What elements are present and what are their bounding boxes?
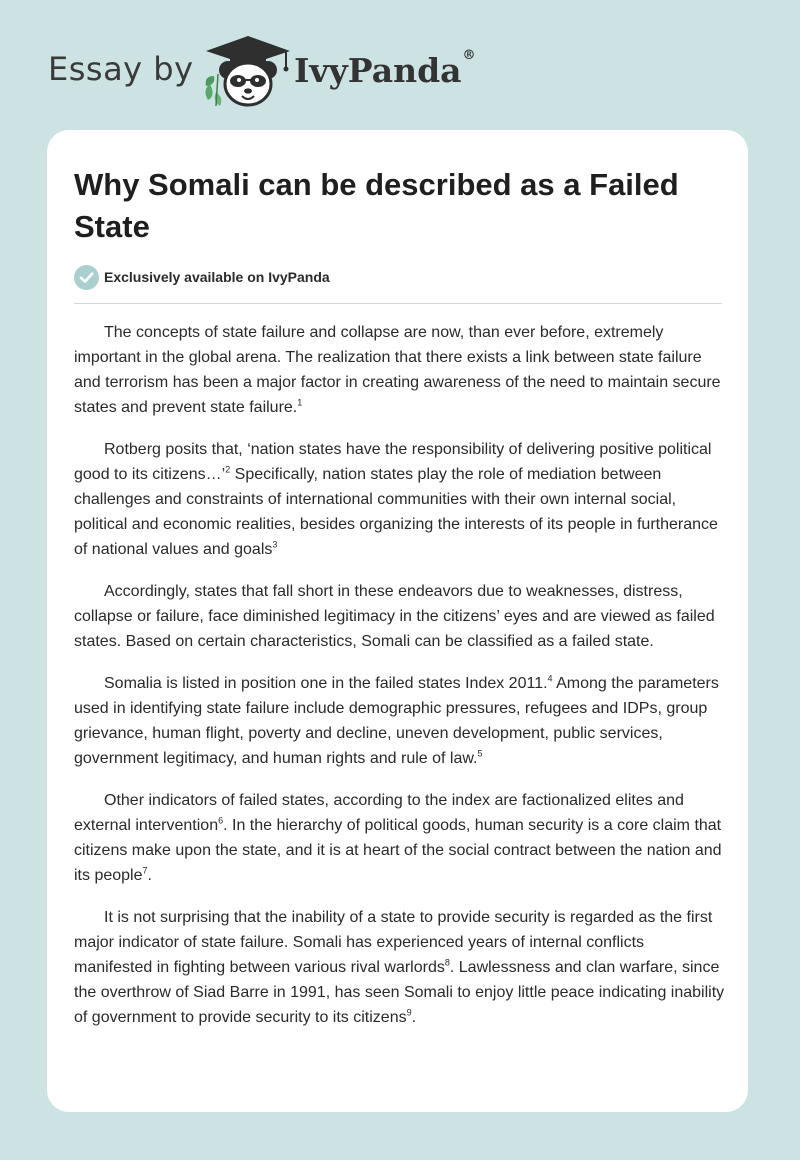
essay-paragraph (74, 671, 726, 771)
footnote-reference[interactable]: 6 (218, 815, 224, 826)
paragraph-text: Rotberg posits that, ‘nation states have the responsibility of delivering positive political good to its citizens…’ (74, 441, 712, 483)
essay-title: Why Somali can be described as a Failed State (74, 167, 679, 244)
essay-paragraph (74, 579, 726, 654)
exclusive-badge (74, 264, 330, 290)
ivypanda-brand-name[interactable] (294, 48, 476, 90)
paragraph-text: . In the hierarchy of political goods, human security is a core claim that citizens make upon the state, and it is at heart of the social contract between the nation and its people (74, 817, 722, 884)
footnote-reference[interactable]: 2 (225, 464, 231, 475)
paragraph-text: Specifically, nation states play the role of mediation between challenges and constraints of international communities with their own internal social, political and economic realities, besides organizing the interests of its people in furtherance of national values and goals (74, 466, 718, 558)
footnote-reference[interactable]: 7 (142, 865, 148, 876)
essay-paragraph (74, 437, 726, 562)
essay-paragraph (74, 320, 726, 420)
essay-paragraph (74, 905, 726, 1030)
brand-name-text: IvyPanda (294, 51, 462, 90)
footnote-reference[interactable]: 4 (547, 673, 553, 684)
paragraph-text: Accordingly, states that fall short in these endeavors due to weaknesses, distress, collapse or failure, face diminished legitimacy in the citizens’ eyes and are viewed as failed states. Based on certain characteristics, Somali can be classified as a failed state. (74, 583, 715, 650)
footnote-reference[interactable]: 5 (477, 748, 483, 759)
exclusive-badge-label: Exclusively available on IvyPanda (104, 269, 330, 285)
title-divider (74, 303, 722, 304)
footnote-reference[interactable]: 9 (406, 1007, 412, 1018)
paragraph-text: Among the parameters used in identifying state failure include demographic pressures, refugees and IDPs, group grievance, human flight, poverty and decline, uneven development, public services, government legitimacy, and human rights and rule of law. (74, 675, 719, 767)
footnote-reference[interactable]: 1 (297, 397, 303, 408)
essay-card (47, 130, 748, 1112)
footnote-reference[interactable]: 3 (272, 539, 278, 550)
panda-graduate-logo-icon[interactable] (200, 34, 296, 110)
essay-by-label: Essay by (48, 50, 194, 88)
paragraph-text: . (147, 867, 152, 884)
paragraph-text: Other indicators of failed states, according to the index are factionalized elites and external intervention (74, 792, 684, 834)
paragraph-text: It is not surprising that the inability of a state to provide security is regarded as the first major indicator of state failure. Somali has experienced years of internal conflicts manifested in fighting between various rival warlords (74, 909, 713, 976)
paragraph-text: . Lawlessness and clan warfare, since the overthrow of Siad Barre in 1991, has seen Somali to enjoy little peace indicating inability of government to provide security to its citizens (74, 959, 725, 1026)
paragraph-text: Somalia is listed in position one in the failed states Index 2011. (104, 675, 548, 692)
paragraph-text: . (411, 1009, 417, 1026)
site-header (48, 30, 528, 110)
essay-body (74, 320, 726, 1047)
essay-paragraph (74, 788, 726, 888)
paragraph-text: The concepts of state failure and collapse are now, than ever before, extremely important in the global arena. The realization that there exists a link between state failure and terrorism has been a major factor in creating awareness of the need to maintain secure states and prevent state failure. (74, 324, 721, 416)
check-circle-icon (74, 265, 99, 290)
footnote-reference[interactable]: 8 (444, 957, 450, 968)
trademark-symbol: ® (462, 48, 476, 63)
